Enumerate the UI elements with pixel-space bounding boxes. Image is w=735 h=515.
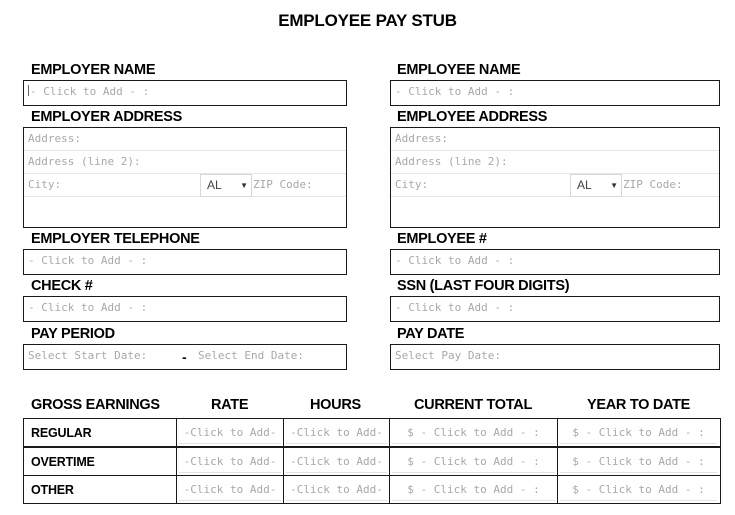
address2-row bbox=[24, 151, 346, 174]
employer-telephone-field[interactable] bbox=[23, 249, 347, 275]
city-row bbox=[391, 174, 719, 197]
rate-input[interactable]: -Click to Add- bbox=[179, 479, 281, 501]
current-total-input[interactable]: $ - Click to Add - : bbox=[392, 451, 555, 473]
pay-period-start-input[interactable]: Select Start Date: bbox=[28, 349, 148, 362]
current-cell bbox=[390, 419, 558, 447]
employer-address-label: EMPLOYER ADDRESS bbox=[31, 109, 182, 125]
row-label-cell bbox=[24, 419, 177, 447]
employee-number-input[interactable]: - Click to Add - : bbox=[395, 254, 515, 267]
pay-period-label: PAY PERIOD bbox=[31, 326, 115, 342]
current-cell bbox=[390, 448, 558, 476]
employer-name-input[interactable]: - Click to Add - : bbox=[30, 85, 150, 98]
hours-input[interactable]: -Click to Add- bbox=[286, 451, 387, 473]
employer-address-input[interactable]: Address: bbox=[28, 132, 81, 145]
row-label: OVERTIME bbox=[31, 454, 95, 469]
header-current-total: CURRENT TOTAL bbox=[414, 397, 532, 413]
hours-cell bbox=[284, 448, 390, 476]
city-row bbox=[24, 174, 346, 197]
rate-input[interactable]: -Click to Add- bbox=[179, 451, 281, 473]
employer-state-select[interactable]: AL ▼ bbox=[200, 174, 252, 197]
ytd-input[interactable]: $ - Click to Add - : bbox=[560, 451, 717, 473]
header-year-to-date: YEAR TO DATE bbox=[587, 397, 691, 413]
ytd-input[interactable]: $ - Click to Add - : bbox=[560, 479, 717, 501]
address2-row bbox=[391, 151, 719, 174]
ytd-input[interactable]: $ - Click to Add - : bbox=[560, 422, 717, 444]
earnings-table bbox=[23, 418, 721, 504]
dropdown-arrow-icon: ▼ bbox=[610, 181, 618, 190]
employee-name-input[interactable]: - Click to Add - : bbox=[395, 85, 515, 98]
pay-period-separator: - bbox=[182, 349, 187, 365]
employee-zip-input[interactable]: ZIP Code: bbox=[623, 178, 683, 191]
employee-address-label: EMPLOYEE ADDRESS bbox=[397, 109, 548, 125]
employer-city-input[interactable]: City: bbox=[28, 178, 62, 191]
ssn-field[interactable] bbox=[390, 296, 720, 322]
employer-zip-input[interactable]: ZIP Code: bbox=[253, 178, 313, 191]
hours-cell bbox=[284, 476, 390, 504]
rate-cell bbox=[177, 476, 284, 504]
pay-period-end-input[interactable]: Select End Date: bbox=[198, 349, 304, 362]
row-label: OTHER bbox=[31, 483, 74, 497]
ytd-cell bbox=[558, 476, 719, 504]
table-row bbox=[24, 448, 720, 476]
ytd-cell bbox=[558, 448, 719, 476]
pay-date-label: PAY DATE bbox=[397, 326, 465, 342]
rate-cell bbox=[177, 419, 284, 447]
employer-name-field[interactable] bbox=[23, 80, 347, 106]
rate-input[interactable]: -Click to Add- bbox=[179, 422, 281, 444]
employee-name-label: EMPLOYEE NAME bbox=[397, 62, 521, 78]
employee-name-field[interactable] bbox=[390, 80, 720, 106]
table-row bbox=[24, 419, 720, 447]
table-row bbox=[24, 476, 720, 504]
current-cell bbox=[390, 476, 558, 504]
pay-date-input[interactable]: Select Pay Date: bbox=[395, 349, 501, 362]
row-label-cell bbox=[24, 448, 177, 476]
hours-input[interactable]: -Click to Add- bbox=[286, 479, 387, 501]
row-label-cell bbox=[24, 476, 177, 504]
employee-number-label: EMPLOYEE # bbox=[397, 231, 487, 247]
employee-address2-input[interactable]: Address (line 2): bbox=[395, 155, 508, 168]
employee-address-block bbox=[390, 127, 720, 228]
rate-cell bbox=[177, 448, 284, 476]
header-gross-earnings: GROSS EARNINGS bbox=[31, 397, 160, 413]
check-number-label: CHECK # bbox=[31, 278, 93, 294]
address-row bbox=[391, 128, 719, 151]
employer-telephone-label: EMPLOYER TELEPHONE bbox=[31, 231, 200, 247]
ssn-input[interactable]: - Click to Add - : bbox=[395, 301, 515, 314]
text-caret bbox=[28, 85, 29, 96]
hours-cell bbox=[284, 419, 390, 447]
dropdown-arrow-icon: ▼ bbox=[240, 181, 248, 190]
employee-address-input[interactable]: Address: bbox=[395, 132, 448, 145]
row-label: REGULAR bbox=[31, 426, 92, 440]
employee-number-field[interactable] bbox=[390, 249, 720, 275]
employer-telephone-input[interactable]: - Click to Add - : bbox=[28, 254, 148, 267]
header-hours: HOURS bbox=[310, 397, 361, 413]
current-total-input[interactable]: $ - Click to Add - : bbox=[392, 479, 555, 501]
employer-address2-input[interactable]: Address (line 2): bbox=[28, 155, 141, 168]
check-number-input[interactable]: - Click to Add - : bbox=[28, 301, 148, 314]
current-total-input[interactable]: $ - Click to Add - : bbox=[392, 422, 555, 444]
header-rate: RATE bbox=[211, 397, 249, 413]
check-number-field[interactable] bbox=[23, 296, 347, 322]
employee-city-input[interactable]: City: bbox=[395, 178, 429, 191]
employee-state-select[interactable]: AL ▼ bbox=[570, 174, 622, 197]
ssn-label: SSN (LAST FOUR DIGITS) bbox=[397, 278, 570, 294]
address-row bbox=[24, 128, 346, 151]
hours-input[interactable]: -Click to Add- bbox=[286, 422, 387, 444]
ytd-cell bbox=[558, 419, 719, 447]
employer-address-block bbox=[23, 127, 347, 228]
employer-name-label: EMPLOYER NAME bbox=[31, 62, 156, 78]
pay-date-field[interactable] bbox=[390, 344, 720, 370]
pay-period-field bbox=[23, 344, 347, 370]
page-title: EMPLOYEE PAY STUB bbox=[278, 11, 457, 30]
